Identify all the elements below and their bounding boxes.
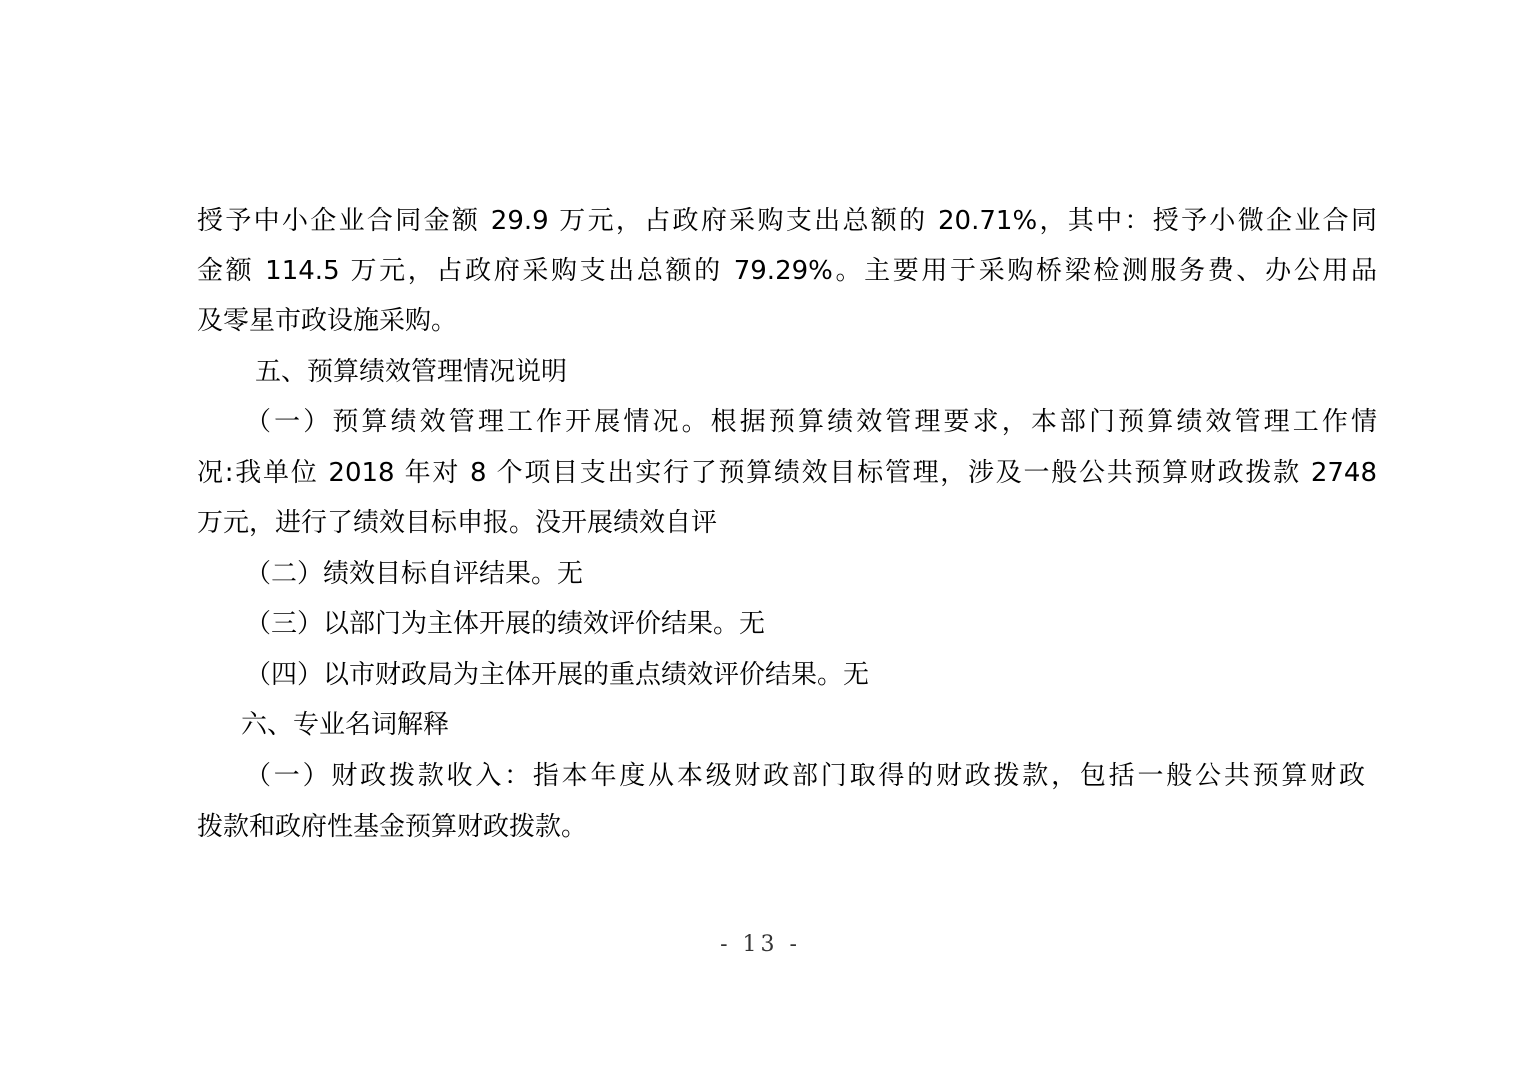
paragraph-line: 拨款和政府性基金预算财政拨款。: [197, 812, 588, 842]
paragraph-line: （一）财政拨款收入：指本年度从本级财政部门取得的财政拨款，包括一般公共预算财政: [245, 761, 1365, 791]
paragraph-line: 授予中小企业合同金额 29.9 万元，占政府采购支出总额的 20.71%，其中：授予小微企业合同: [197, 206, 1377, 236]
page-number: - 13 -: [720, 932, 801, 957]
paragraph-line: （二）绩效目标自评结果。无: [245, 559, 584, 589]
paragraph-line: 况:我单位 2018 年对 8 个项目支出实行了预算绩效目标管理，涉及一般公共预算财政拨款 2748: [197, 458, 1377, 488]
paragraph-line: （三）以部门为主体开展的绩效评价结果。无: [245, 609, 766, 639]
section-heading: 六、专业名词解释: [241, 710, 450, 740]
paragraph-line: （四）以市财政局为主体开展的重点绩效评价结果。无: [245, 660, 870, 690]
section-heading: 五、预算绩效管理情况说明: [255, 357, 568, 387]
paragraph-line: （一）预算绩效管理工作开展情况。根据预算绩效管理要求，本部门预算绩效管理工作情: [245, 407, 1377, 437]
paragraph-line: 金额 114.5 万元，占政府采购支出总额的 79.29%。主要用于采购桥梁检测服务费、办公用品: [197, 256, 1377, 286]
paragraph-line: 万元，进行了绩效目标申报。没开展绩效自评: [197, 508, 718, 538]
paragraph-line: 及零星市政设施采购。: [197, 306, 458, 336]
